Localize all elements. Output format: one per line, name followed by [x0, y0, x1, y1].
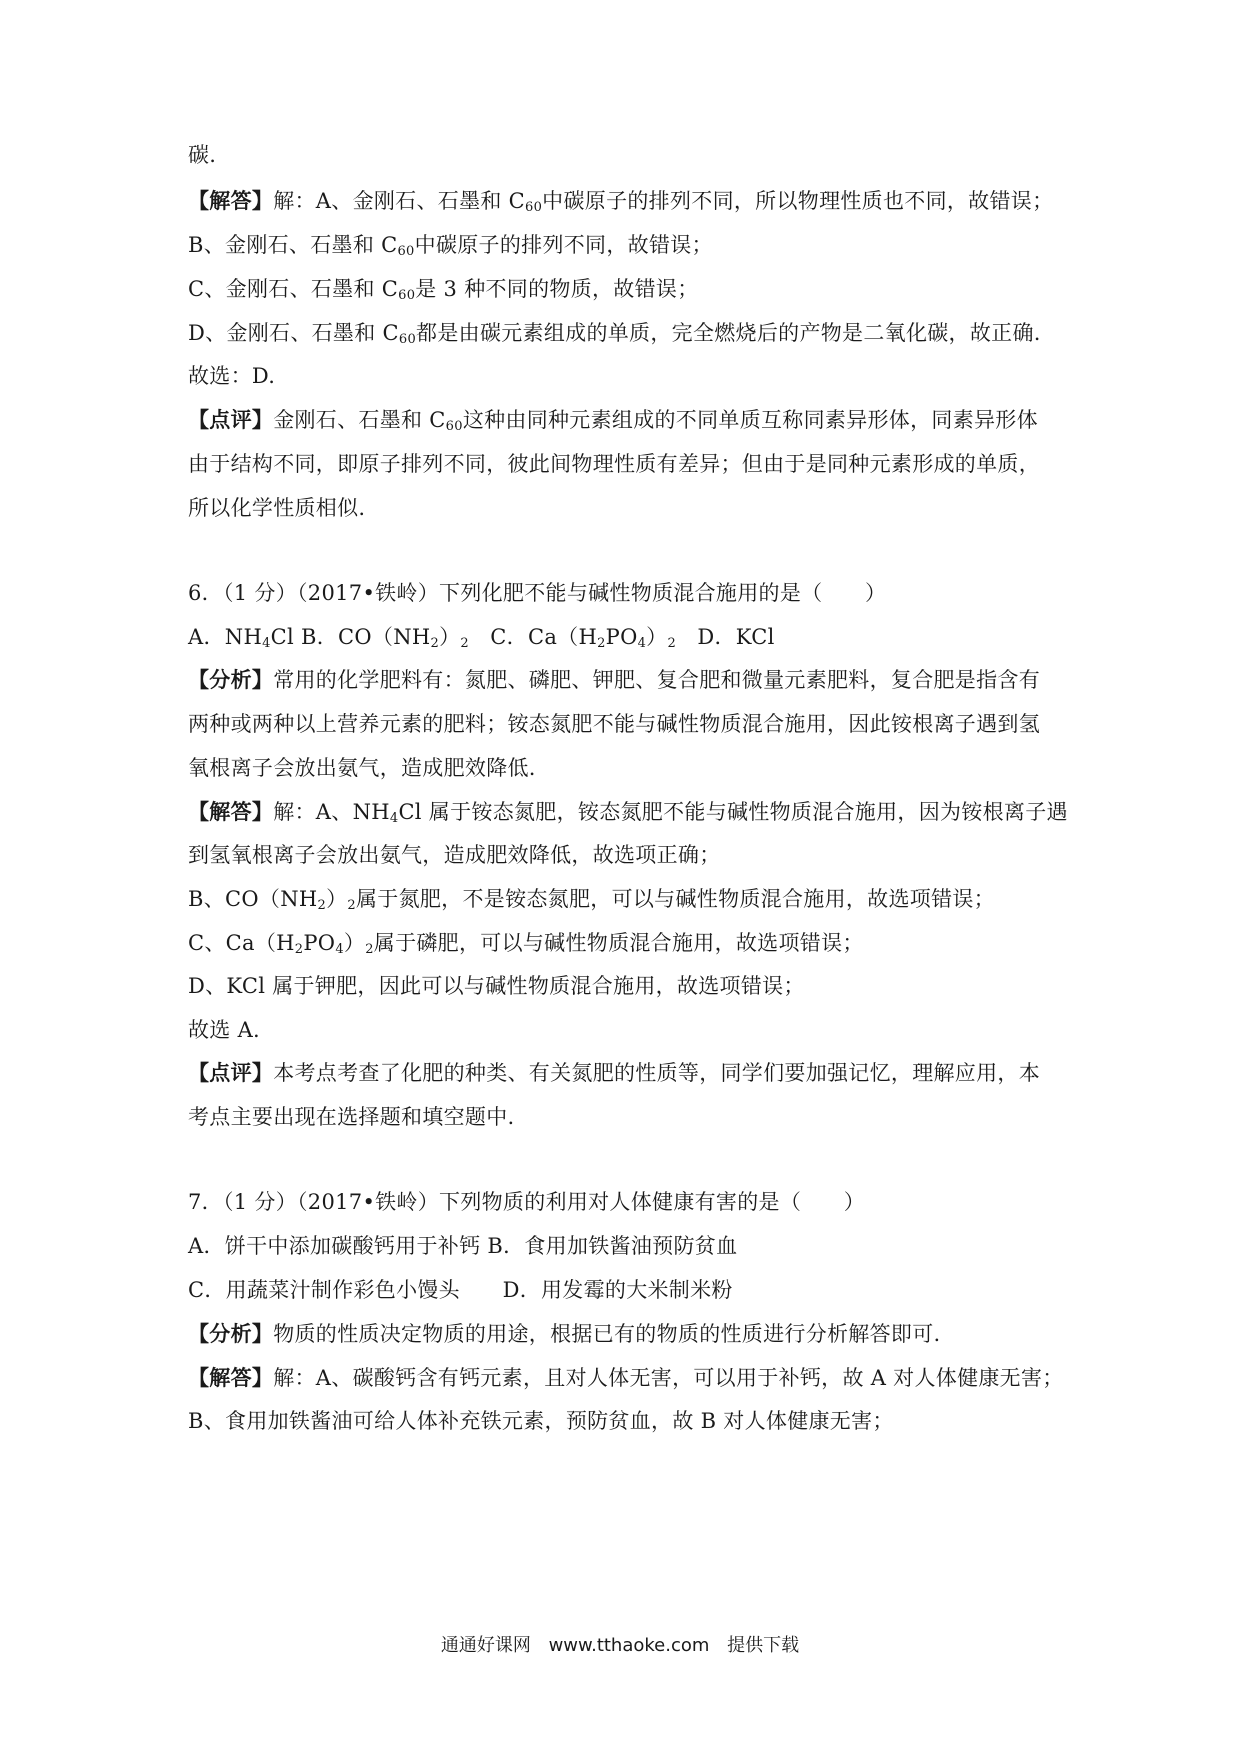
q5-solution-line-4: D、金刚石、石墨和 $C_{60}$都是由碳元素组成的单质，完全燃烧后的产物是二氧化碳，故正确.: [188, 321, 1041, 347]
q6-solution-line-1: 【解答】解：A、$NH_4Cl$ 属于铵态氮肥，铵态氮肥不能与碱性物质混合施用，因为铵根离子遇: [188, 799, 1068, 826]
q5-solution-line-1: 【解答】解：A、金刚石、石墨和 $C_{60}$中碳原子的排列不同，所以物理性质也不同，故错误；: [188, 188, 1054, 215]
analysis-tag: 【分析】: [188, 667, 274, 692]
q6-title: 6．（1 分）（2017•铁岭）下列化肥不能与碱性物质混合施用的是（ ）: [188, 581, 887, 605]
q5-choice: 故选：D.: [188, 364, 276, 388]
solution-tag: 【解答】: [188, 188, 274, 213]
q7-title: 7．（1 分）（2017•铁岭）下列物质的利用对人体健康有害的是（ ）: [188, 1190, 866, 1214]
comment-tag: 【点评】: [188, 407, 274, 432]
q6-analysis-line-2: 两种或两种以上营养元素的肥料；铵态氮肥不能与碱性物质混合施用，因此铵根离子遇到氢: [188, 712, 1040, 736]
q6-analysis-line-3: 氧根离子会放出氨气，造成肥效降低.: [188, 756, 536, 780]
footer-url[interactable]: www.tthaoke.com: [548, 1635, 710, 1656]
page-footer: [0, 1633, 1240, 1659]
solution-tag: 【解答】: [188, 799, 274, 824]
q6-solution-line-5: D、KCl 属于钾肥，因此可以与碱性物质混合施用，故选项错误；: [188, 974, 805, 998]
analysis-tag: 【分析】: [188, 1321, 274, 1346]
q6-analysis-line-1: 【分析】常用的化学肥料有：氮肥、磷肥、钾肥、复合肥和微量元素肥料，复合肥是指含有: [188, 667, 1040, 692]
q5-solution-line-2: B、金刚石、石墨和 $C_{60}$中碳原子的排列不同，故错误；: [188, 233, 713, 259]
q6-solution-line-3: B、$CO(NH_2)_2$属于氮肥，不是铵态氮肥，可以与碱性物质混合施用，故选项错误；: [188, 887, 995, 913]
q6-comment-line-1: 【点评】本考点考查了化肥的种类、有关氮肥的性质等，同学们要加强记忆，理解应用，本: [188, 1060, 1040, 1085]
q7-solution-line-2: B、食用加铁酱油可给人体补充铁元素，预防贫血，故 B 对人体健康无害；: [188, 1409, 894, 1433]
q5-comment-line-2: 由于结构不同，即原子排列不同，彼此间物理性质有差异；但由于是同种元素形成的单质，: [188, 452, 1040, 476]
q5-comment-line-1: 【点评】金刚石、石墨和 $C_{60}$这种由同种元素组成的不同单质互称同素异形体，同素异形体: [188, 407, 1038, 434]
q7-options-line-2: C．用蔬菜汁制作彩色小馒头 D．用发霉的大米制米粉: [188, 1278, 733, 1302]
answer-continuation: 碳.: [188, 143, 217, 167]
q7-options-line-1: A．饼干中添加碳酸钙用于补钙 B．食用加铁酱油预防贫血: [188, 1234, 738, 1258]
q6-solution-line-2: 到氢氧根离子会放出氨气，造成肥效降低，故选项正确；: [188, 843, 721, 867]
q7-analysis-line-1: 【分析】物质的性质决定物质的用途，根据已有的物质的性质进行分析解答即可.: [188, 1321, 941, 1346]
comment-tag: 【点评】: [188, 1060, 274, 1085]
q6-choice: 故选 A.: [188, 1018, 261, 1042]
q5-solution-line-3: C、金刚石、石墨和 $C_{60}$是 3 种不同的物质，故错误；: [188, 277, 699, 303]
q5-comment-line-3: 所以化学性质相似.: [188, 496, 366, 520]
footer-note: 提供下载: [727, 1635, 800, 1656]
q7-solution-line-1: 【解答】解：A、碳酸钙含有钙元素，且对人体无害，可以用于补钙，故 A 对人体健康无害；: [188, 1365, 1064, 1390]
footer-site-name: 通通好课网: [440, 1635, 531, 1656]
q6-comment-line-2: 考点主要出现在选择题和填空题中.: [188, 1105, 515, 1129]
q6-solution-line-4: C、$Ca(H_2PO_4)_2$属于磷肥，可以与碱性物质混合施用，故选项错误；: [188, 931, 864, 957]
q6-options: A．$NH_4Cl$ B．$CO(NH_2)_2$ C．$Ca(H_2PO_4)_2$ D．KCl: [188, 625, 775, 651]
solution-tag: 【解答】: [188, 1365, 274, 1390]
